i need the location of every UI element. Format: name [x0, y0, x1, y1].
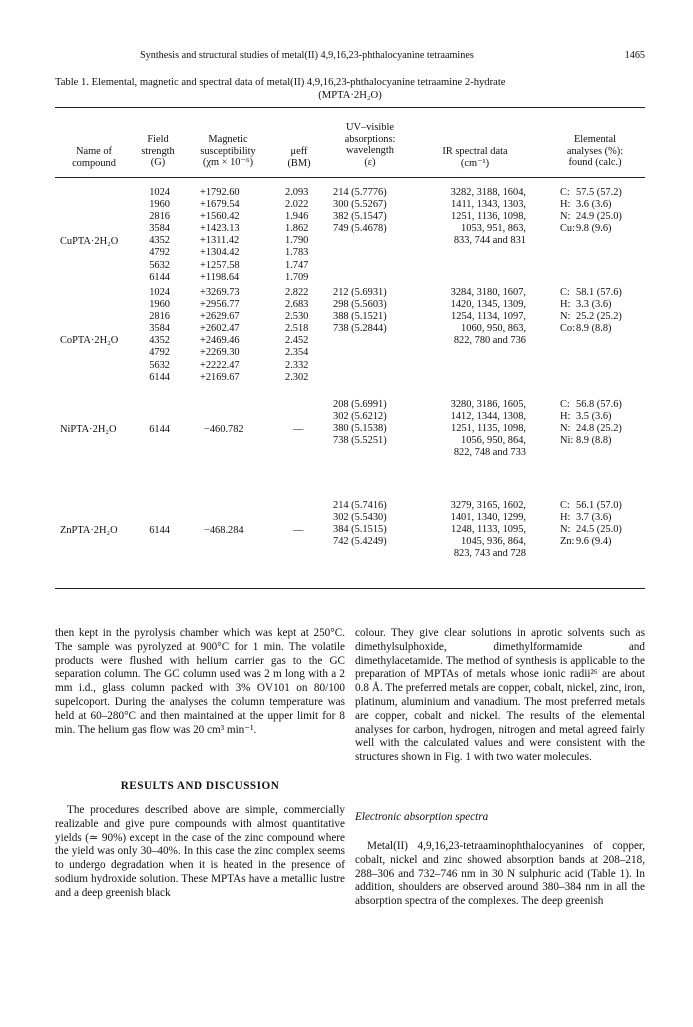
field-strength-values: 1024 1960 2816 3584 4352 4792 5632 6144	[149, 287, 170, 383]
paragraph: Metal(II) 4,9,16,23-tetraaminophthalocyanines of copper, cobalt, nickel and zinc showed absorption bands at 208–218, 288–306 and 732–746 nm in 30 N sulphuric acid (Table 1). In addition, shoulders are observed around 380–384 nm in all the absorption spectra of the complexes. The deep greenish	[355, 840, 645, 908]
mueff-values: —	[293, 525, 304, 536]
page-number: 1465	[624, 50, 645, 61]
subsection-heading: Electronic absorption spectra	[355, 811, 489, 823]
left-column	[55, 627, 345, 737]
right-column	[355, 627, 645, 765]
susceptibility-values: +1792.60 +1679.54 +1560.42 +1423.13 +1311.42 +1304.42 +1257.58 +1198.64	[200, 187, 240, 283]
ir-values: 3284, 3180, 1607, 1420, 1345, 1309, 1254, 1134, 1097, 1060, 950, 863, 822, 780 and 736	[450, 287, 526, 347]
field-strength-values: 6144	[149, 525, 170, 536]
col-header-uv: UV–visible absorptions: wavelength (ε)	[344, 122, 396, 168]
col-header-field: Field strength (G)	[141, 134, 175, 168]
ir-values: 3280, 3186, 1605, 1412, 1344, 1308, 1251, 1135, 1098, 1056, 950, 864, 822, 748 and 733	[450, 399, 526, 459]
elemental-values: C: 58.1 (57.6) H: 3.3 (3.6) N: 25.2 (25.2) Co:8.9 (8.8)	[560, 287, 622, 335]
field-strength-values: 6144	[149, 424, 170, 435]
left-column-continued	[55, 804, 345, 901]
section-heading: RESULTS AND DISCUSSION	[120, 780, 280, 792]
col-header-mueff: μeff (BM)	[287, 146, 311, 169]
table-caption-line2: (MPTA·2H₂O)	[318, 90, 382, 101]
uv-values: 208 (5.6991) 302 (5.6212) 380 (5.1538) 738 (5.5251)	[333, 399, 387, 447]
paragraph: then kept in the pyrolysis chamber which was kept at 250°C. The sample was pyrolyzed at 900°C for 1 min. The volatile products were flushed with helium carrier gas to the GC separation column. The GC column used was 2 m long with a 2 mm i.d., glass column packed with 3% OV101 on 80/100 supelcoport. During the analyses the column temperature was held at 60–280°C and then maintained at the upper limit for 8 min. The helium gas flow was 20 cm³ min⁻¹.	[55, 627, 345, 736]
ir-values: 3282, 3188, 1604, 1411, 1343, 1303, 1251, 1136, 1098, 1053, 951, 863, 833, 744 and 831	[450, 187, 526, 247]
compound-name: ZnPTA·2H₂O	[60, 525, 118, 536]
mueff-values: —	[293, 424, 304, 435]
uv-values: 214 (5.7776) 300 (5.5267) 382 (5.1547) 749 (5.4678)	[333, 187, 387, 235]
table-caption	[55, 76, 645, 102]
table-caption-line1: Table 1. Elemental, magnetic and spectral data of metal(II) 4,9,16,23-phthalocyanine tetraamine 2-hydrate	[55, 77, 506, 88]
mueff-values: 2.093 2.022 1.946 1.862 1.790 1.783 1.747 1.709	[285, 187, 309, 283]
mueff-values: 2.822 2.683 2.530 2.518 2.452 2.354 2.332 2.302	[285, 287, 309, 383]
table-top-rule	[55, 107, 645, 108]
col-header-magnetic: Magnetic susceptibility (χm × 10⁻⁶)	[200, 134, 256, 168]
susceptibility-values: −460.782	[204, 424, 244, 435]
elemental-values: C: 56.1 (57.0) H: 3.7 (3.6) N: 24.5 (25.0) Zn: 9.6 (9.4)	[560, 500, 622, 548]
field-strength-values: 1024 1960 2816 3584 4352 4792 5632 6144	[149, 187, 170, 283]
table-bottom-rule	[55, 588, 645, 589]
compound-name: CuPTA·2H₂O	[60, 236, 119, 247]
col-header-ir: IR spectral data (cm⁻¹)	[442, 146, 508, 169]
susceptibility-values: +3269.73 +2956.77 +2629.67 +2602.47 +2469.46 +2269.30 +2222.47 +2169.67	[200, 287, 240, 383]
uv-values: 214 (5.7416) 302 (5.5430) 384 (5.1515) 742 (5.4249)	[333, 500, 387, 548]
right-column-continued	[355, 840, 645, 909]
susceptibility-values: −468.284	[204, 525, 244, 536]
table-header-rule	[55, 177, 645, 178]
paragraph: colour. They give clear solutions in aprotic solvents such as dimethylsulphoxide, dimethylformamide and dimethylacetamide. The method of synthesis is applicable to the preparation of MPTAs of metals whose ionic radii²⁶ are about 0.8 Å. The preferred metals are copper, cobalt, nickel, zinc, iron, platinum, aluminium and vanadium. The most preferred metals are copper, cobalt and nickel. The results of the elemental analyses for carbon, hydrogen, nitrogen and metal agreed fairly well with the calculated values and were consistent with the structures shown in Fig. 1 with two water molecules.	[355, 627, 645, 764]
col-header-elemental: Elemental analyses (%): found (calc.)	[566, 134, 624, 168]
compound-name: CoPTA·2H₂O	[60, 335, 119, 346]
running-header	[55, 50, 645, 64]
running-title: Synthesis and structural studies of metal(II) 4,9,16,23-phthalocyanine tetraamines	[140, 50, 474, 61]
col-header-name: Name of compound	[72, 146, 116, 169]
paragraph: The procedures described above are simple, commercially realizable and give pure compounds with almost quantitative yields (≃ 90%) except in the case of the zinc compound where the yield was only 30–40%. In this case the zinc complex seems to undergo degradation when it is heated in the presence of sodium hydroxide solution. These MPTAs have a metallic lustre and a deep greenish black	[55, 804, 345, 899]
uv-values: 212 (5.6931) 298 (5.5603) 388 (5.1521) 738 (5.2844)	[333, 287, 387, 335]
compound-name: NiPTA·2H₂O	[60, 424, 117, 435]
elemental-values: C: 56.8 (57.6) H: 3.5 (3.6) N: 24.8 (25.2) Ni: 8.9 (8.8)	[560, 399, 622, 447]
ir-values: 3279, 3165, 1602, 1401, 1340, 1299, 1248, 1133, 1095, 1045, 936, 864, 823, 743 and 728	[450, 500, 526, 560]
elemental-values: C: 57.5 (57.2) H: 3.6 (3.6) N: 24.9 (25.0) Cu:9.8 (9.6)	[560, 187, 622, 235]
